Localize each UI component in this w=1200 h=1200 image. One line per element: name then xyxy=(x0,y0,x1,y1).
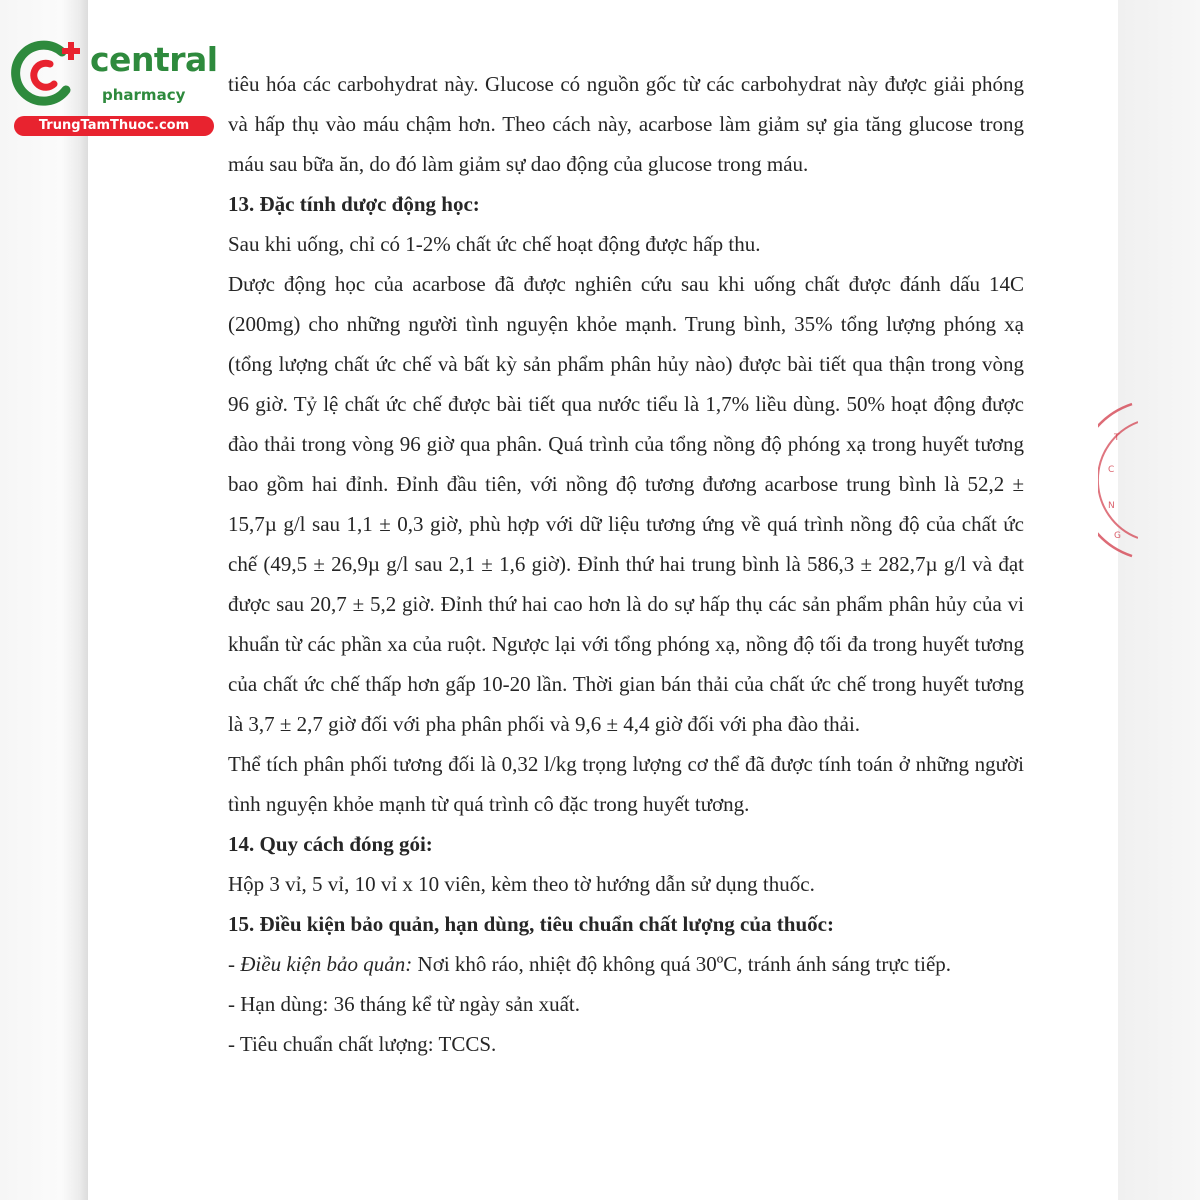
logo-mark-icon xyxy=(10,38,88,110)
central-pharmacy-logo xyxy=(10,38,218,138)
logo-name: central xyxy=(90,40,218,79)
storage-label: - Điều kiện bảo quản: xyxy=(228,952,413,976)
scan-left-margin xyxy=(0,0,88,1200)
heading-section-13: 13. Đặc tính dược động học: xyxy=(228,192,480,216)
svg-text:G: G xyxy=(1114,531,1121,541)
svg-text:T: T xyxy=(1114,433,1120,443)
document-body xyxy=(228,64,1024,1064)
paragraph-13-absorption: Sau khi uống, chỉ có 1-2% chất ức chế hoạt động được hấp thu. xyxy=(228,232,761,256)
svg-text:C: C xyxy=(1108,465,1115,475)
scan-right-margin xyxy=(1118,0,1200,1200)
red-stamp-fragment-icon xyxy=(1098,400,1138,560)
paragraph-intro: tiêu hóa các carbohydrat này. Glucose có nguồn gốc từ các carbohydrat này được giải phóng và hấp thụ vào máu chậm hơn. Theo cách này, acarbose làm giảm sự gia tăng glucose trong máu sau bữa ăn, do đó làm giảm sự dao động của glucose trong máu. xyxy=(228,72,1024,176)
storage-conditions xyxy=(228,944,1024,984)
paragraph-13-distribution: Thể tích phân phối tương đối là 0,32 l/kg trọng lượng cơ thể đã được tính toán ở những người tình nguyện khỏe mạnh từ quá trình cô đặc trong huyết tương. xyxy=(228,752,1024,816)
heading-section-14: 14. Quy cách đóng gói: xyxy=(228,832,433,856)
logo-subtitle: pharmacy xyxy=(102,86,186,104)
heading-section-15: 15. Điều kiện bảo quản, hạn dùng, tiêu chuẩn chất lượng của thuốc: xyxy=(228,912,834,936)
logo-website-badge: TrungTamThuoc.com xyxy=(14,116,214,136)
paragraph-13-pharmacokinetics: Dược động học của acarbose đã được nghiên cứu sau khi uống chất được đánh dấu 14C (200mg) cho những người tình nguyện khỏe mạnh. Trung bình, 35% tổng lượng phóng xạ (tổng lượng chất ức chế và bất kỳ sản phẩm phân hủy nào) được bài tiết qua thận trong vòng 96 giờ. Tỷ lệ chất ức chế được bài tiết qua nước tiểu là 1,7% liều dùng. 50% hoạt động được đào thải trong vòng 96 giờ qua phân. Quá trình của tổng nồng độ phóng xạ trong huyết tương bao gồm hai đỉnh. Đỉnh đầu tiên, với nồng độ tương đương acarbose trung bình là 52,2 ± 15,7µ g/l sau 1,1 ± 0,3 giờ, phù hợp với dữ liệu tương ứng về quá trình nồng độ của chất ức chế (49,5 ± 26,9µ g/l sau 2,1 ± 1,6 giờ). Đỉnh thứ hai trung bình là 586,3 ± 282,7µ g/l và đạt được sau 20,7 ± 5,2 giờ. Đỉnh thứ hai cao hơn là do sự hấp thụ các sản phẩm phân hủy của vi khuẩn từ các phần xa của ruột. Ngược lại với tổng phóng xạ, nồng độ tối đa trong huyết tương của chất ức chế thấp hơn gấp 10-20 lần. Thời gian bán thải của chất ức chế trong huyết tương là 3,7 ± 2,7 giờ đối với pha phân phối và 9,6 ± 4,4 giờ đối với pha đào thải. xyxy=(228,272,1024,736)
shelf-life: - Hạn dùng: 36 tháng kể từ ngày sản xuất. xyxy=(228,992,580,1016)
paragraph-14-packaging: Hộp 3 vỉ, 5 vỉ, 10 vỉ x 10 viên, kèm theo tờ hướng dẫn sử dụng thuốc. xyxy=(228,872,815,896)
quality-standard: - Tiêu chuẩn chất lượng: TCCS. xyxy=(228,1032,497,1056)
svg-text:N: N xyxy=(1108,501,1115,511)
storage-value: Nơi khô ráo, nhiệt độ không quá 30ºC, tránh ánh sáng trực tiếp. xyxy=(412,952,952,976)
